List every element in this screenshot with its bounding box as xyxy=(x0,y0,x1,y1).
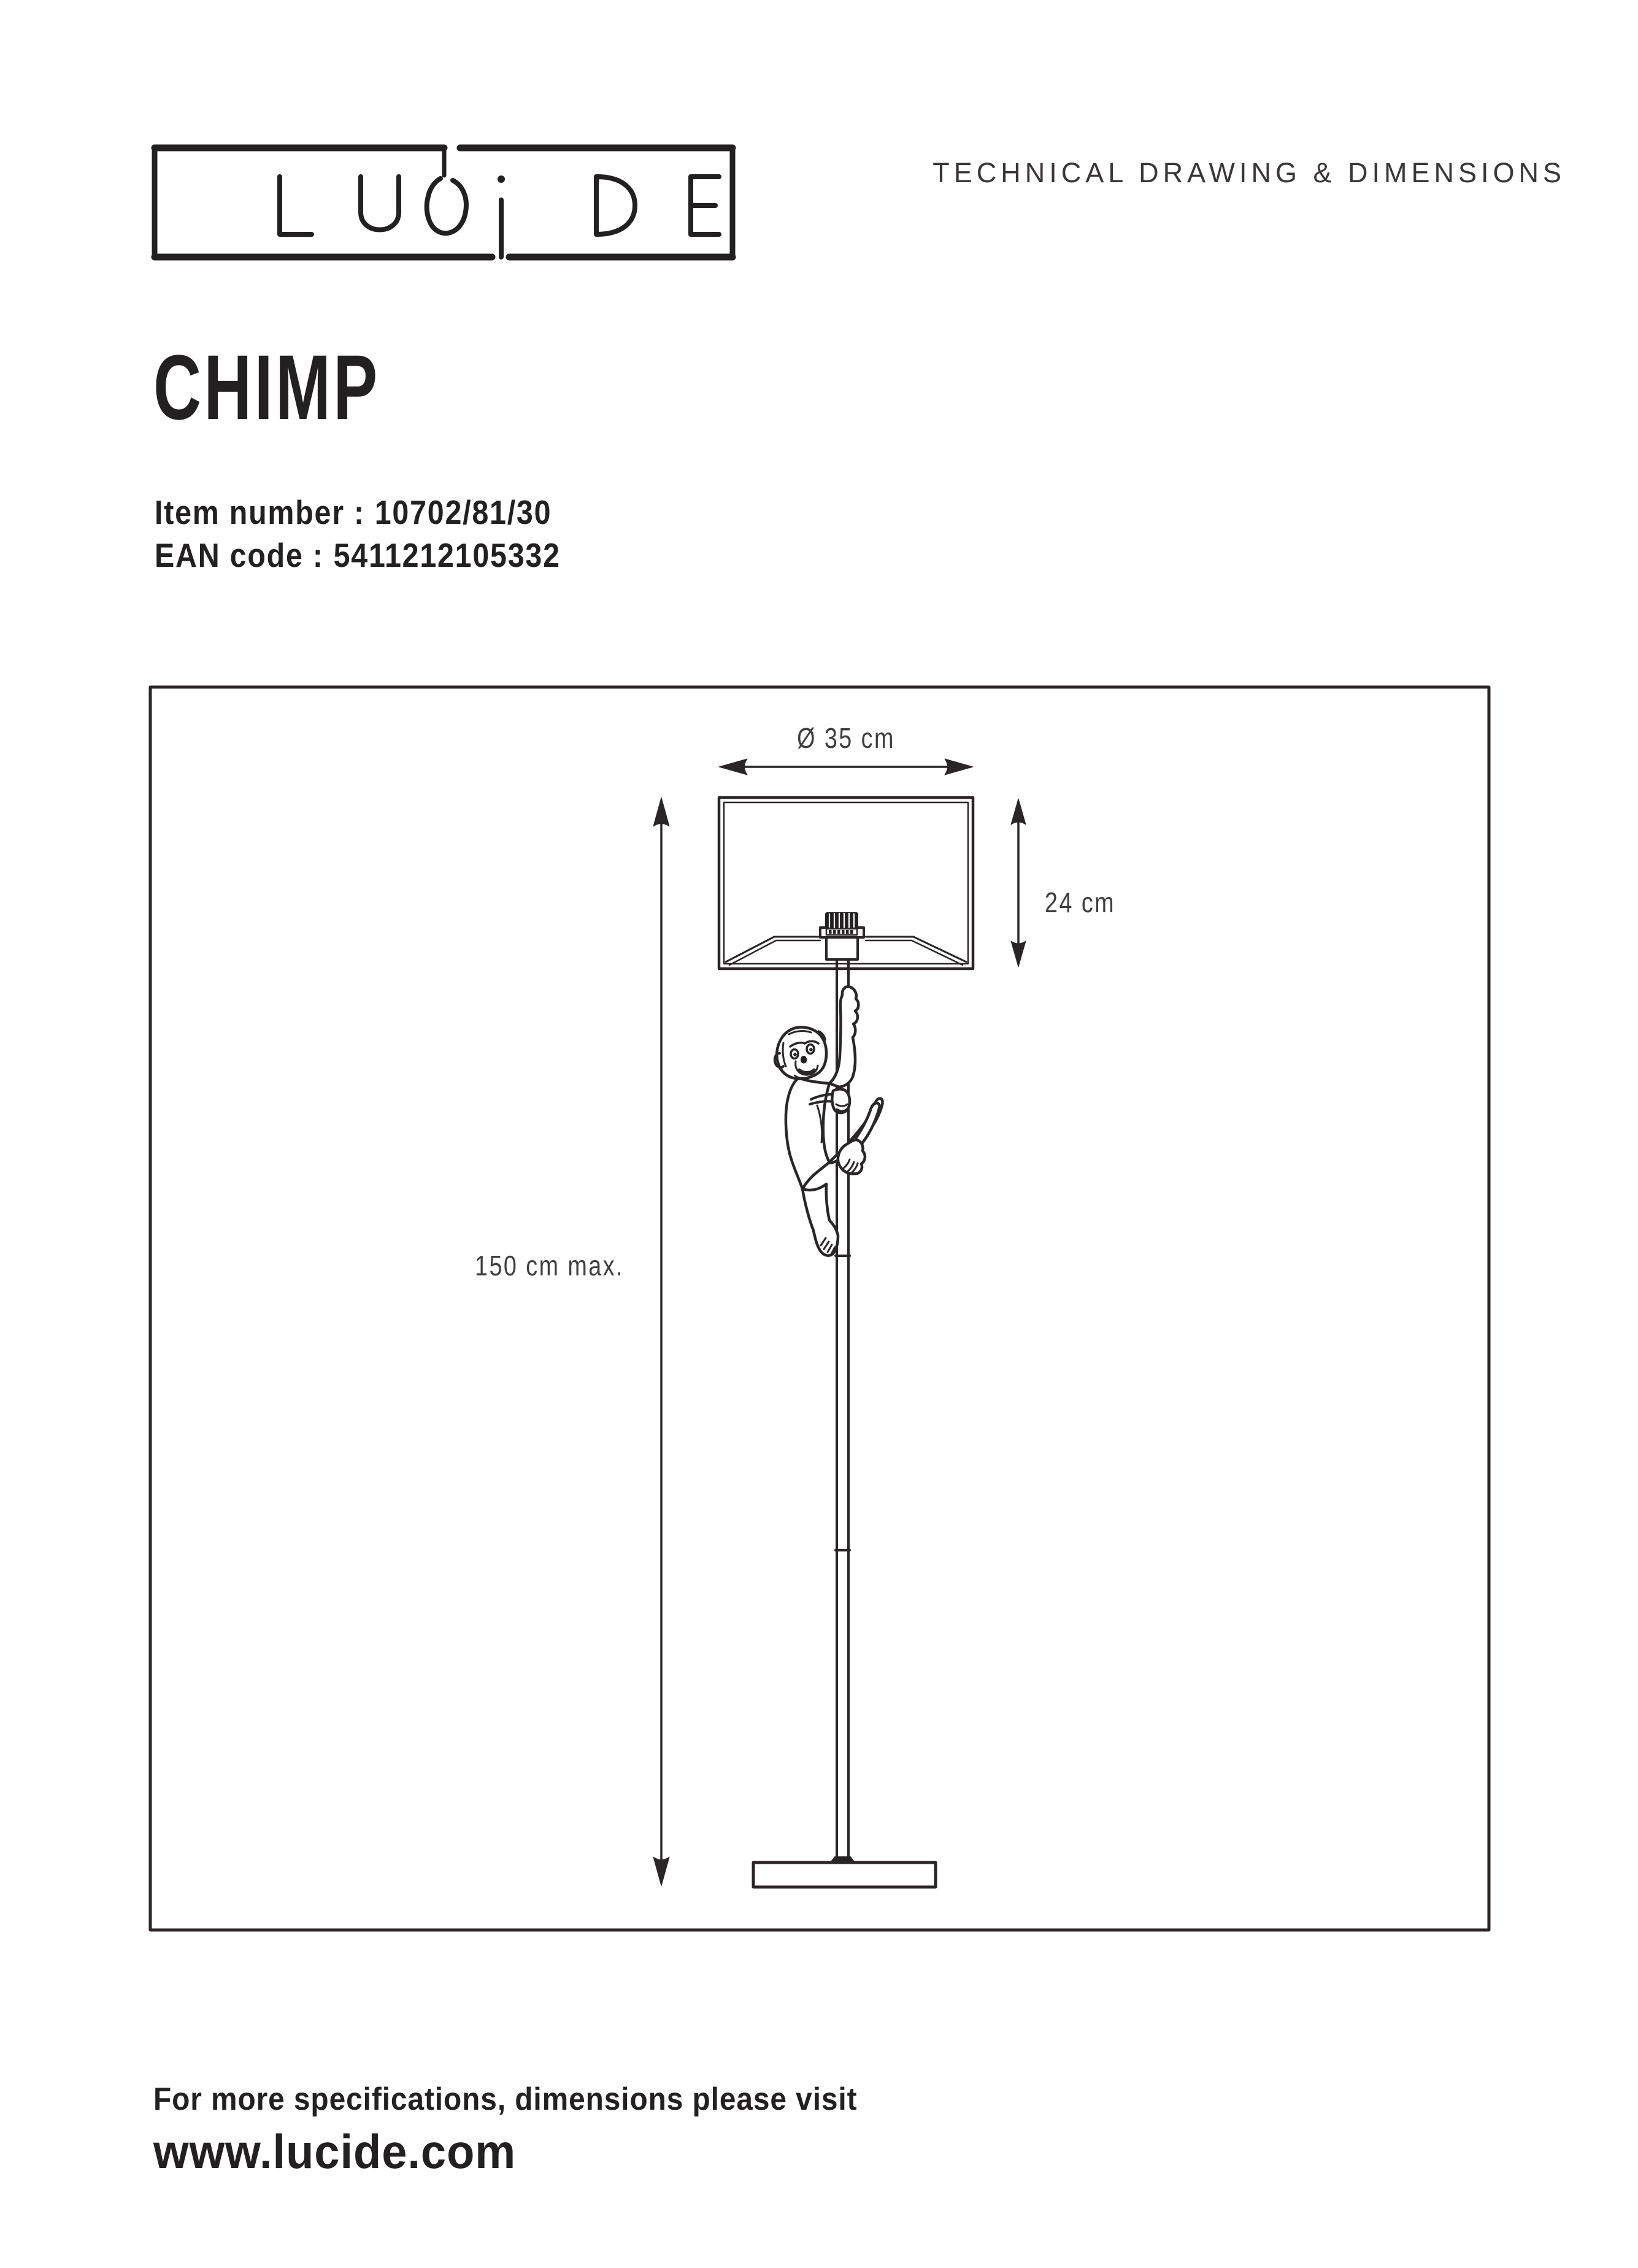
drawing-frame xyxy=(150,687,1489,1930)
ean-label: EAN code : xyxy=(155,536,324,574)
lamp-base xyxy=(753,1857,936,1887)
item-number-value: 10702/81/30 xyxy=(374,493,552,531)
website-url: www.lucide.com xyxy=(153,2124,517,2178)
product-name: CHIMP xyxy=(153,336,380,439)
page-title: TECHNICAL DRAWING & DIMENSIONS xyxy=(932,157,1566,188)
ean-value: 5411212105332 xyxy=(333,536,561,574)
dimension-total-height-label: 150 cm max. xyxy=(475,1250,624,1282)
width-dimension-arrow xyxy=(719,759,973,775)
lamp-socket xyxy=(820,912,864,959)
shade-height-dimension-arrow xyxy=(1011,799,1026,967)
footer-note: For more specifications, dimensions please visit xyxy=(153,2082,858,2117)
total-height-dimension-arrow xyxy=(653,798,669,1886)
dimension-shade-height-label: 24 cm xyxy=(1045,886,1116,918)
dimension-width-label: Ø 35 cm xyxy=(797,722,895,754)
chimp-figure xyxy=(775,986,883,1255)
item-number-label: Item number : xyxy=(155,493,365,531)
